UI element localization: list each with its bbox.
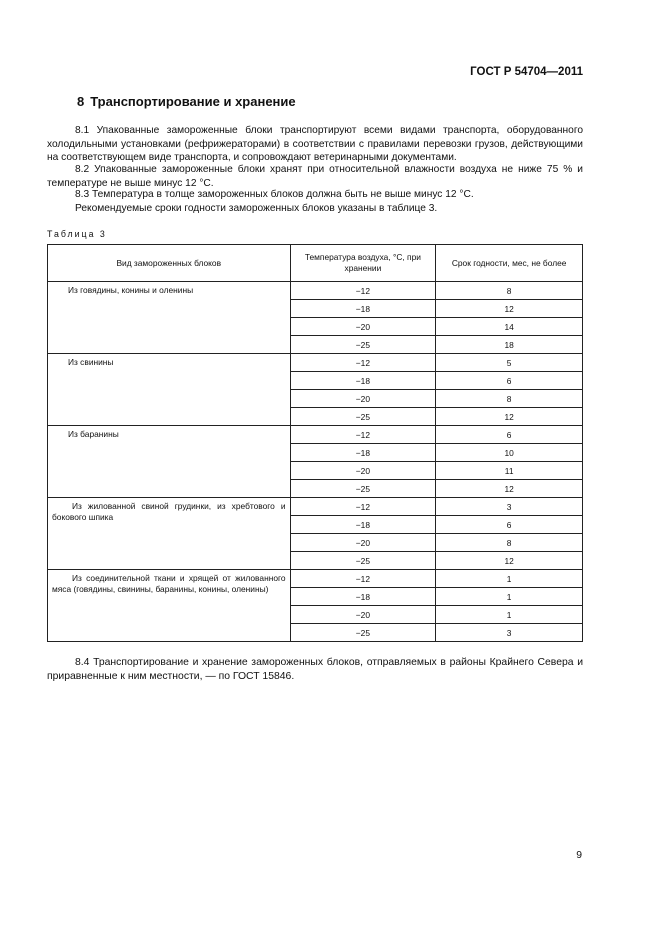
shelf-life-table bbox=[47, 244, 583, 642]
shelf-life-cell: 12 bbox=[436, 552, 583, 570]
page-number: 9 bbox=[576, 850, 582, 861]
section-title bbox=[77, 94, 296, 109]
shelf-life-cell: 10 bbox=[436, 444, 583, 462]
temperature-cell: −25 bbox=[290, 552, 436, 570]
temperature-cell: −12 bbox=[290, 570, 436, 588]
shelf-life-cell: 18 bbox=[436, 336, 583, 354]
table-header-row bbox=[48, 245, 583, 282]
shelf-life-cell: 1 bbox=[436, 570, 583, 588]
temperature-cell: −20 bbox=[290, 462, 436, 480]
shelf-life-cell: 6 bbox=[436, 372, 583, 390]
shelf-life-cell: 6 bbox=[436, 516, 583, 534]
shelf-life-cell: 11 bbox=[436, 462, 583, 480]
temperature-cell: −12 bbox=[290, 354, 436, 372]
shelf-life-cell: 3 bbox=[436, 624, 583, 642]
temperature-cell: −25 bbox=[290, 408, 436, 426]
temperature-cell: −12 bbox=[290, 426, 436, 444]
shelf-life-cell: 12 bbox=[436, 408, 583, 426]
shelf-life-cell: 3 bbox=[436, 498, 583, 516]
paragraph-8-3: 8.3 Температура в толще замороженных блоков должна быть не выше минус 12 °С. bbox=[75, 189, 474, 200]
block-kind-cell: Из свинины bbox=[48, 354, 291, 426]
shelf-life-cell: 5 bbox=[436, 354, 583, 372]
document-code: ГОСТ Р 54704—2011 bbox=[470, 66, 583, 78]
shelf-life-cell: 8 bbox=[436, 534, 583, 552]
section-title-text: Транспортирование и хранение bbox=[90, 94, 296, 109]
temperature-cell: −12 bbox=[290, 282, 436, 300]
block-kind-cell: Из жилованной свиной грудинки, из хребтового и бокового шпика bbox=[48, 498, 291, 570]
table-label: Таблица 3 bbox=[47, 229, 107, 239]
header-temperature: Температура воздуха, °С, при хранении bbox=[290, 245, 436, 282]
temperature-cell: −25 bbox=[290, 336, 436, 354]
shelf-life-cell: 6 bbox=[436, 426, 583, 444]
table-row bbox=[48, 354, 583, 372]
paragraph-8-4: 8.4 Транспортирование и хранение замороженных блоков, отправляемых в районы Крайнего Севера и приравненные к ним местности, — по ГОСТ 15846. bbox=[47, 657, 583, 682]
temperature-cell: −18 bbox=[290, 444, 436, 462]
temperature-cell: −12 bbox=[290, 498, 436, 516]
temperature-cell: −18 bbox=[290, 516, 436, 534]
header-shelf-life: Срок годности, мес, не более bbox=[436, 245, 583, 282]
table-row bbox=[48, 570, 583, 588]
block-kind-cell: Из баранины bbox=[48, 426, 291, 498]
temperature-cell: −25 bbox=[290, 480, 436, 498]
temperature-cell: −20 bbox=[290, 606, 436, 624]
temperature-cell: −18 bbox=[290, 300, 436, 318]
temperature-cell: −18 bbox=[290, 372, 436, 390]
header-kind: Вид замороженных блоков bbox=[48, 245, 291, 282]
temperature-cell: −20 bbox=[290, 318, 436, 336]
shelf-life-cell: 12 bbox=[436, 480, 583, 498]
table-body bbox=[48, 282, 583, 642]
section-number: 8 bbox=[77, 94, 85, 109]
temperature-cell: −25 bbox=[290, 624, 436, 642]
paragraph-8-3-recommendation: Рекомендуемые сроки годности замороженных блоков указаны в таблице 3. bbox=[75, 203, 438, 214]
shelf-life-cell: 8 bbox=[436, 282, 583, 300]
temperature-cell: −18 bbox=[290, 588, 436, 606]
paragraph-8-2: 8.2 Упакованные замороженные блоки хранят при относительной влажности воздуха не ниже 75 % и температуре не выше минус 12 °С. bbox=[47, 164, 583, 189]
shelf-life-cell: 12 bbox=[436, 300, 583, 318]
table-row bbox=[48, 282, 583, 300]
shelf-life-cell: 1 bbox=[436, 588, 583, 606]
block-kind-cell: Из соединительной ткани и хрящей от жилованного мяса (говядины, свинины, баранины, конины, оленины) bbox=[48, 570, 291, 642]
block-kind-cell: Из говядины, конины и оленины bbox=[48, 282, 291, 354]
shelf-life-cell: 14 bbox=[436, 318, 583, 336]
paragraph-8-1: 8.1 Упакованные замороженные блоки транспортируют всеми видами транспорта, оборудованного холодильными установками (рефрижераторами) в соответствии с правилами перевозки грузов, действующими на соответствующем виде транспорта, и сопровождают ветеринарными документами. bbox=[47, 125, 583, 164]
temperature-cell: −20 bbox=[290, 390, 436, 408]
table-row bbox=[48, 498, 583, 516]
table-row bbox=[48, 426, 583, 444]
temperature-cell: −20 bbox=[290, 534, 436, 552]
shelf-life-cell: 8 bbox=[436, 390, 583, 408]
shelf-life-cell: 1 bbox=[436, 606, 583, 624]
